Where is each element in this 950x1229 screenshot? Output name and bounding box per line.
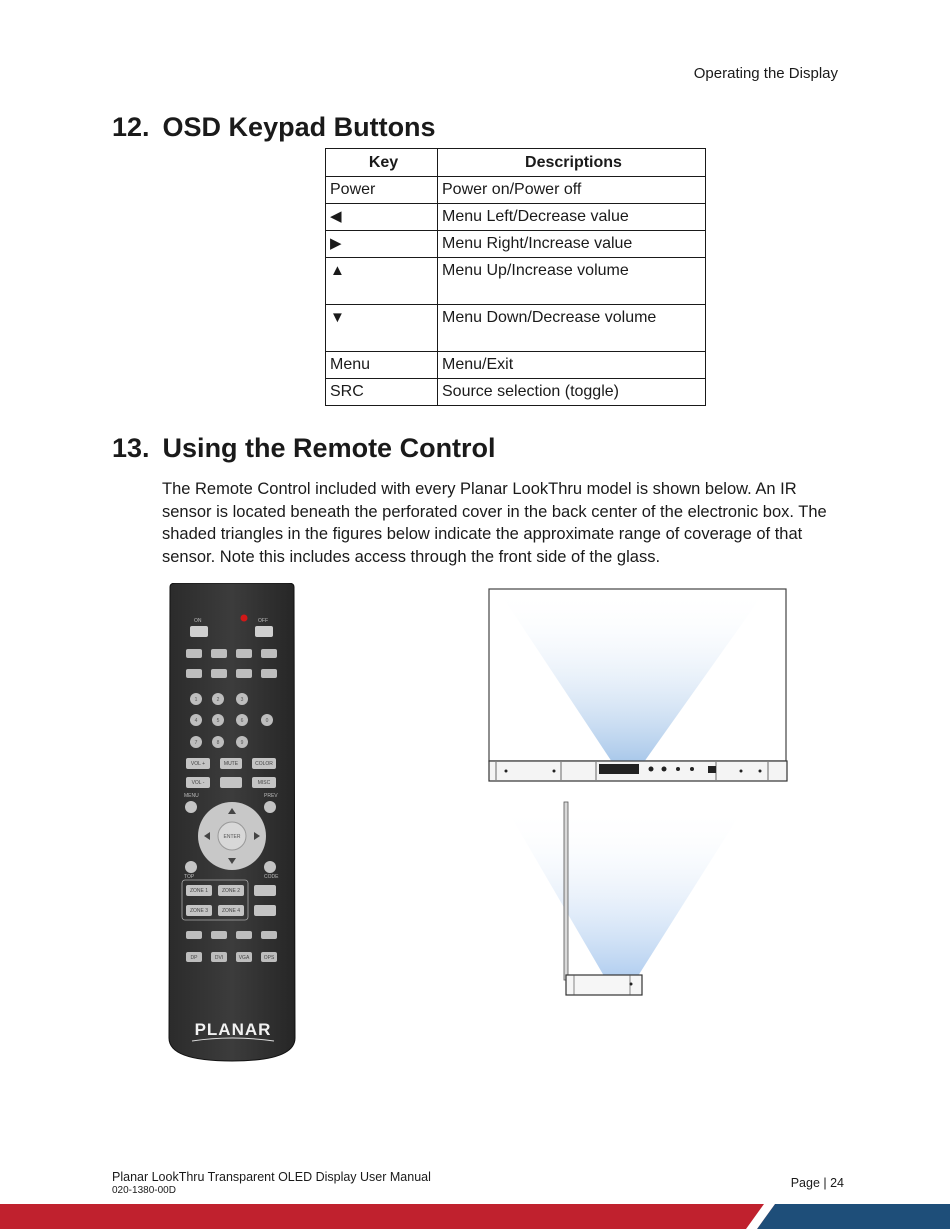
digit-label: 5 [216, 718, 220, 724]
top-button[interactable] [185, 861, 197, 873]
remote-button[interactable] [236, 931, 252, 939]
remote-button[interactable] [254, 885, 276, 896]
remote-button[interactable] [211, 669, 227, 678]
column-header-descriptions: Descriptions [438, 149, 706, 177]
code-button[interactable] [264, 861, 276, 873]
table-row [326, 352, 706, 379]
vga-label: VGA [238, 955, 250, 961]
remote-control-paragraph: The Remote Control included with every Planar LookThru model is shown below. An IR sensor is located beneath the perforated cover in the back center of the electronic box. The shaded triangles in the figures below indicate the approximate range of coverage of that sensor. Note this includes access through the front side of the glass. [162, 480, 827, 566]
volume-up-label: VOL + [190, 761, 206, 767]
description-cell: Menu Left/Decrease value [438, 204, 706, 231]
footer-manual-title: Planar LookThru Transparent OLED Display User Manual [112, 1170, 431, 1184]
description-cell: Power on/Power off [438, 177, 706, 204]
key-cell: Power [326, 177, 438, 204]
power-off-button[interactable] [255, 626, 273, 637]
glass-panel-side [564, 802, 568, 980]
color-label: COLOR [255, 761, 273, 767]
menu-label: MENU [184, 793, 199, 799]
volume-down-label: VOL - [191, 780, 205, 786]
table-row [326, 379, 706, 406]
up-arrow-key-cell: ▲ [326, 258, 438, 305]
off-label: OFF [258, 618, 268, 624]
section-12-heading [112, 112, 436, 143]
ir-coverage-diagram [486, 586, 792, 1000]
code-label: CODE [264, 874, 279, 880]
key-cell: Menu [326, 352, 438, 379]
table-row [326, 258, 706, 305]
zone-3-label: ZONE 3 [189, 908, 209, 914]
power-on-button[interactable] [190, 626, 208, 637]
remote-button[interactable] [186, 669, 202, 678]
description-cell: Source selection (toggle) [438, 379, 706, 406]
section-number: 13. [112, 433, 150, 463]
dvi-label: DVI [214, 955, 224, 961]
osd-keypad-table [325, 148, 706, 406]
remote-button[interactable] [236, 669, 252, 678]
digit-label: 4 [194, 718, 198, 724]
remote-button[interactable] [254, 905, 276, 916]
table-row [326, 177, 706, 204]
right-arrow-key-cell: ▶ [326, 231, 438, 258]
digit-label: 1 [194, 697, 198, 703]
remote-button[interactable] [236, 649, 252, 658]
misc-label: MISC [257, 780, 271, 786]
prev-label: PREV [264, 793, 278, 799]
footer-color-bar [0, 1204, 950, 1229]
ir-led [241, 615, 248, 622]
column-header-key: Key [326, 149, 438, 177]
planar-logo: PLANAR [194, 1020, 272, 1039]
digit-label: 9 [240, 740, 244, 746]
description-cell: Menu Up/Increase volume [438, 258, 706, 305]
footer-document-code: 020-1380-00D [112, 1185, 176, 1196]
enter-label: ENTER [223, 834, 241, 840]
digit-label: 6 [240, 718, 244, 724]
down-arrow-key-cell: ▼ [326, 305, 438, 352]
digit-label: 2 [216, 697, 220, 703]
description-cell: Menu Down/Decrease volume [438, 305, 706, 352]
table-row [326, 204, 706, 231]
key-cell: SRC [326, 379, 438, 406]
on-label: ON [194, 618, 202, 624]
digit-label: 3 [240, 697, 244, 703]
ops-label: OPS [263, 955, 275, 961]
remote-button[interactable] [186, 931, 202, 939]
remote-button[interactable] [211, 931, 227, 939]
table-row [326, 231, 706, 258]
remote-button[interactable] [220, 777, 242, 788]
zone-1-label: ZONE 1 [189, 888, 209, 894]
remote-button[interactable] [261, 649, 277, 658]
menu-button[interactable] [185, 801, 197, 813]
connector-panel [599, 764, 639, 774]
digit-label: 8 [216, 740, 220, 746]
coverage-triangle-side [506, 808, 744, 976]
section-title: Using the Remote Control [162, 433, 496, 463]
page-number: Page | 24 [790, 1176, 844, 1190]
left-arrow-key-cell: ◀ [326, 204, 438, 231]
remote-button[interactable] [211, 649, 227, 658]
top-label: TOP [184, 874, 195, 880]
table-row [326, 305, 706, 352]
zone-4-label: ZONE 4 [221, 908, 241, 914]
digit-label: 7 [194, 740, 198, 746]
remote-button[interactable] [186, 649, 202, 658]
prev-button[interactable] [264, 801, 276, 813]
digit-label: 0 [265, 718, 269, 724]
mute-label: MUTE [223, 761, 239, 767]
description-cell: Menu Right/Increase value [438, 231, 706, 258]
running-header: Operating the Display [693, 65, 838, 82]
description-cell: Menu/Exit [438, 352, 706, 379]
dp-label: DP [190, 955, 198, 961]
remote-button[interactable] [261, 669, 277, 678]
section-title: OSD Keypad Buttons [162, 112, 436, 142]
section-number: 12. [112, 112, 150, 142]
remote-button[interactable] [261, 931, 277, 939]
zone-2-label: ZONE 2 [221, 888, 241, 894]
table-header-row [326, 149, 706, 177]
section-13-heading [112, 433, 496, 464]
remote-control-image [166, 583, 298, 1065]
